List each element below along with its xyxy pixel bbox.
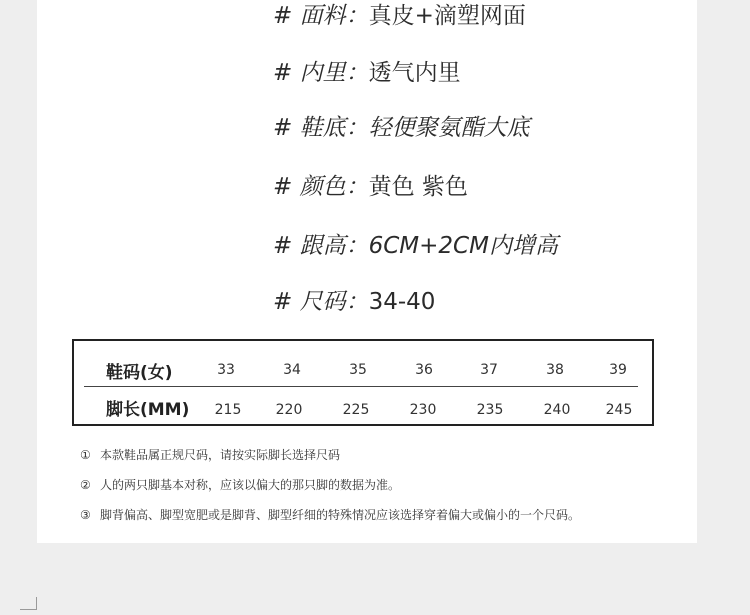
spec-heel-height-label: # 跟高： bbox=[273, 233, 369, 259]
size-cell: 36 bbox=[415, 362, 433, 378]
length-cell: 245 bbox=[605, 402, 633, 418]
spec-color bbox=[273, 168, 468, 201]
spec-lining-value: 透气内里 bbox=[368, 60, 461, 86]
spec-sole-label: # 鞋底： bbox=[273, 115, 369, 141]
size-cell: 34 bbox=[283, 362, 301, 378]
spec-size-label: # 尺码： bbox=[273, 289, 369, 315]
length-cell: 215 bbox=[214, 402, 242, 418]
spec-material-value: 真皮+滴塑网面 bbox=[368, 3, 526, 29]
note-number: ① bbox=[80, 448, 91, 462]
note-number: ③ bbox=[80, 508, 91, 522]
spec-color-value: 黄色 紫色 bbox=[368, 174, 468, 200]
size-cell: 37 bbox=[480, 362, 498, 378]
note-text: 人的两只脚基本对称，应该以偏大的那只脚的数据为准。 bbox=[100, 478, 401, 492]
spec-lining bbox=[273, 54, 461, 87]
spec-heel-height bbox=[273, 227, 558, 260]
spec-heel-height-value: 6CM+2CM内增高 bbox=[368, 233, 558, 259]
size-chart-divider bbox=[84, 386, 638, 387]
spec-sole bbox=[273, 109, 530, 142]
size-row-label: 鞋码(女) bbox=[106, 363, 173, 383]
corner-mark bbox=[20, 597, 37, 610]
length-cell: 230 bbox=[409, 402, 437, 418]
spec-size-value: 34-40 bbox=[368, 289, 436, 315]
spec-lining-label: # 内里： bbox=[273, 60, 369, 86]
spec-sole-value: 轻便聚氨酯大底 bbox=[368, 115, 530, 141]
note-item bbox=[80, 446, 340, 463]
size-cell: 38 bbox=[546, 362, 564, 378]
spec-color-label: # 颜色： bbox=[273, 174, 369, 200]
note-item bbox=[80, 476, 400, 493]
note-text: 脚背偏高、脚型宽肥或是脚背、脚型纤细的特殊情况应该选择穿着偏大或偏小的一个尺码。 bbox=[100, 508, 581, 522]
size-cell: 35 bbox=[349, 362, 367, 378]
length-cell: 240 bbox=[543, 402, 571, 418]
length-cell: 235 bbox=[476, 402, 504, 418]
spec-material bbox=[273, 0, 526, 30]
size-cell: 39 bbox=[609, 362, 627, 378]
note-number: ② bbox=[80, 478, 91, 492]
size-cell: 33 bbox=[217, 362, 235, 378]
length-cell: 225 bbox=[342, 402, 370, 418]
spec-size bbox=[273, 283, 435, 316]
note-text: 本款鞋品属正规尺码，请按实际脚长选择尺码 bbox=[100, 448, 341, 462]
spec-material-label: # 面料： bbox=[273, 3, 369, 29]
note-item bbox=[80, 506, 580, 523]
length-row-label: 脚长(MM) bbox=[106, 400, 190, 420]
length-cell: 220 bbox=[275, 402, 303, 418]
